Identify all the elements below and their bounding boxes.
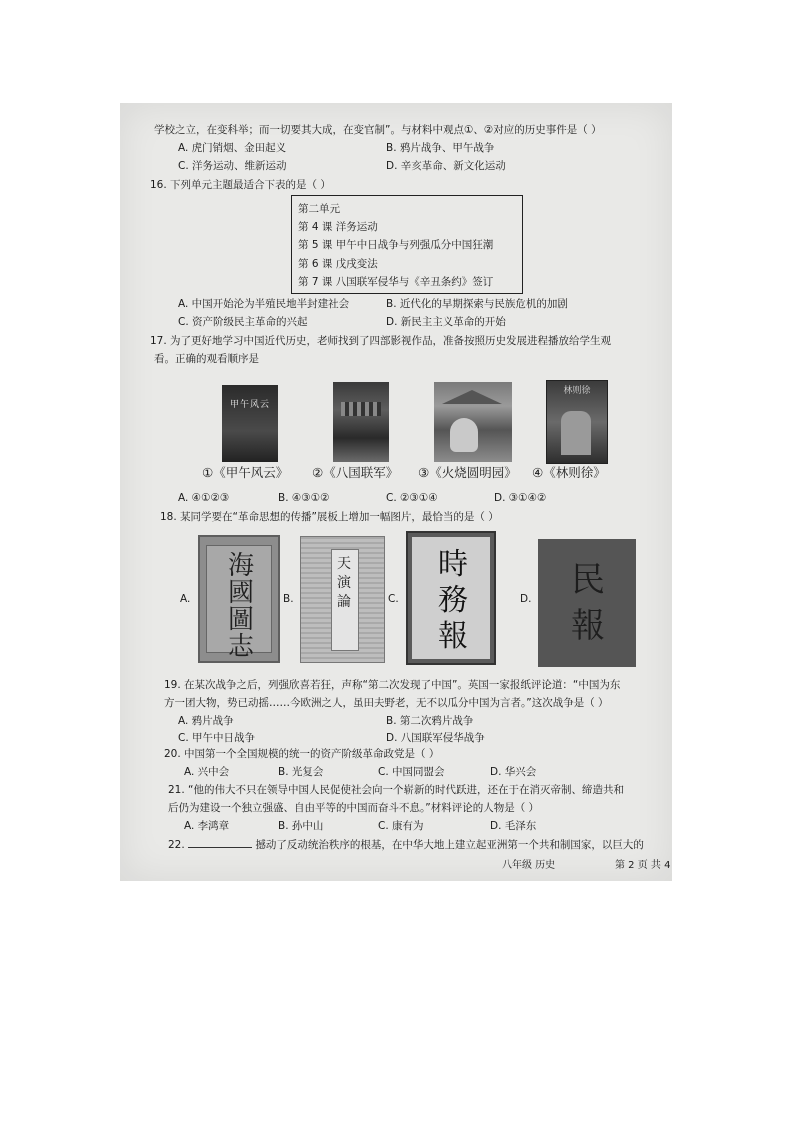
poster-baguo-lianjun (333, 382, 389, 462)
scanned-exam-page (120, 103, 672, 881)
q19-option-d: D. 八国联军侵华战争 (386, 732, 485, 744)
soldiers-graphic (341, 402, 381, 416)
q17-option-c: C. ②③①④ (386, 492, 438, 504)
q18-letter-a: A. (180, 593, 191, 605)
roof-graphic (442, 390, 502, 404)
q21-option-d: D. 毛泽东 (490, 820, 537, 832)
question-21-stem-line1: 21. “他的伟大不只在领导中国人民促使社会向一个崭新的时代跃进，还在于在消灭帝制、缔造共和 (168, 784, 624, 796)
question-22-stem (168, 838, 644, 851)
book-title: 海國圖志 (227, 551, 254, 662)
poster-title: 甲午风云 (229, 400, 270, 410)
poster-caption-4: ④《林则徐》 (532, 465, 606, 480)
book-min-bao (538, 539, 636, 667)
table-row: 第 7 课 八国联军侵华与《辛丑条约》签订 (298, 276, 494, 289)
book-title: 時務報 (438, 547, 468, 654)
q20-option-a: A. 兴中会 (184, 766, 230, 778)
q16-option-d: D. 新民主主义革命的开始 (386, 316, 506, 328)
book-tianyan-lun (300, 536, 385, 663)
book-title: 民報 (571, 560, 605, 646)
q15-option-d: D. 辛亥革命、新文化运动 (386, 160, 506, 172)
book-haiguo-tuzhi (198, 535, 280, 663)
q18-letter-b: B. (283, 593, 294, 605)
answer-blank (188, 838, 252, 848)
question-19-stem-line2: 方一团大物，势已动摇……今欧洲之人，虽田夫野老，无不以瓜分中国为言者。”这次战争是（ ） (164, 697, 609, 709)
q18-letter-d: D. (520, 593, 532, 605)
q19-option-c: C. 甲午中日战争 (178, 732, 256, 744)
q20-option-d: D. 华兴会 (490, 766, 537, 778)
poster-jiawu-fengyun (222, 385, 278, 462)
q21-option-b: B. 孙中山 (278, 820, 324, 832)
q17-option-d: D. ③①④② (494, 492, 547, 504)
unit-table (291, 195, 523, 294)
q15-option-a: A. 虎门销烟、金田起义 (178, 142, 287, 154)
question-22-number: 22. (168, 839, 185, 851)
q15-option-c: C. 洋务运动、维新运动 (178, 160, 287, 172)
table-row: 第二单元 (298, 202, 340, 215)
q21-option-a: A. 李鸿章 (184, 820, 230, 832)
q20-option-c: C. 中国同盟会 (378, 766, 445, 778)
question-18-stem: 18. 某同学要在“革命思想的传播”展板上增加一幅图片，最恰当的是（ ） (160, 511, 499, 523)
q15-option-b: B. 鸦片战争、甲午战争 (386, 142, 495, 154)
figure-graphic (561, 411, 591, 455)
page-content (120, 103, 672, 881)
table-row: 第 4 课 洋务运动 (298, 221, 378, 234)
poster-title: 林则徐 (563, 386, 591, 396)
question-17-stem-line1: 17. 为了更好地学习中国近代历史，老师找到了四部影视作品，准备按照历史发展进程播放给学生观 (150, 335, 612, 347)
table-row: 第 5 课 甲午中日战争与列强瓜分中国狂潮 (298, 239, 494, 252)
q19-option-b: B. 第二次鸦片战争 (386, 715, 474, 727)
poster-caption-3: ③《火烧圆明园》 (418, 465, 517, 480)
q19-option-a: A. 鸦片战争 (178, 715, 234, 727)
q16-option-a: A. 中国开始沦为半殖民地半封建社会 (178, 298, 350, 310)
q16-option-b: B. 近代化的早期探索与民族危机的加剧 (386, 298, 568, 310)
q21-option-c: C. 康有为 (378, 820, 424, 832)
question-17-stem-line2: 看。正确的观看顺序是 (154, 353, 259, 365)
question-22-text: 撼动了反动统治秩序的根基，在中华大地上建立起亚洲第一个共和制国家，以巨大的 (255, 839, 644, 851)
question-15-stem-tail: 学校之立，在变科举；而一切要其大成，在变官制”。与材料中观点①、②对应的历史事件是（ ） (154, 124, 602, 136)
q20-option-b: B. 光复会 (278, 766, 324, 778)
q18-letter-c: C. (388, 593, 399, 605)
q17-option-b: B. ④③①② (278, 492, 330, 504)
book-title: 天演論 (337, 556, 351, 610)
footer-page-number: 第 2 页 共 4 (615, 860, 671, 871)
question-20-stem: 20. 中国第一个全国规模的统一的资产阶级革命政党是（ ） (164, 748, 440, 760)
poster-caption-2: ②《八国联军》 (312, 465, 399, 480)
portrait-graphic (450, 418, 478, 452)
poster-huoshao-yuanmingyuan (434, 382, 512, 462)
question-16-stem: 16. 下列单元主题最适合下表的是（ ） (150, 179, 331, 191)
q17-option-a: A. ④①②③ (178, 492, 230, 504)
book-shiwu-bao (406, 531, 496, 665)
poster-lin-zexu (546, 380, 608, 464)
q16-option-c: C. 资产阶级民主革命的兴起 (178, 316, 308, 328)
table-row: 第 6 课 戊戌变法 (298, 257, 378, 270)
question-19-stem-line1: 19. 在某次战争之后，列强欣喜若狂，声称“第二次发现了中国”。英国一家报纸评论道：“中国为东 (164, 679, 621, 691)
poster-caption-1: ①《甲午风云》 (202, 465, 289, 480)
footer-grade-subject: 八年级 历史 (502, 860, 556, 871)
question-21-stem-line2: 后仍为建设一个独立强盛、自由平等的中国而奋斗不息。”材料评论的人物是（ ） (168, 802, 540, 814)
